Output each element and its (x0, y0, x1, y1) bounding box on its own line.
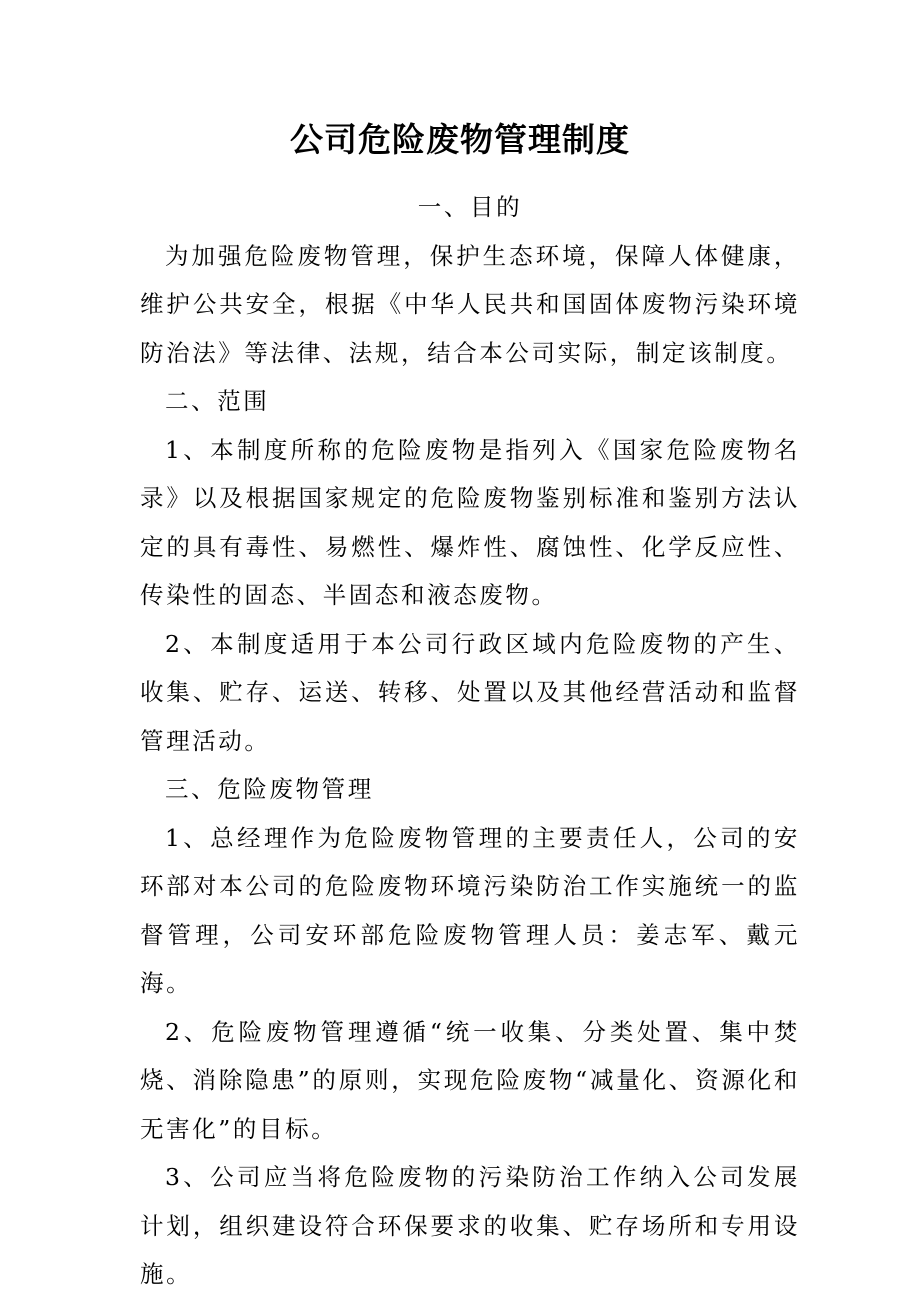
section-heading-purpose: 一、目的 (417, 193, 523, 221)
paragraph-management-1: 1、总经理作为危险废物管理的主要责任人，公司的安环部对本公司的危险废物环境污染防治工作实施统一的监督管理，公司安环部危险废物管理人员：姜志军、戴元海。 (140, 823, 800, 997)
section-heading-scope: 二、范围 (165, 387, 270, 415)
paragraph-purpose: 为加强危险废物管理，保护生态环境，保障人体健康，维护公共安全，根据《中华人民共和国固体废物污染环境防治法》等法律、法规，结合本公司实际，制定该制度。 (140, 241, 800, 367)
paragraph-scope-1: 1、本制度所称的危险废物是指列入《国家危险废物名录》以及根据国家规定的危险废物鉴别标准和鉴别方法认定的具有毒性、易燃性、爆炸性、腐蚀性、化学反应性、传染性的固态、半固态和液态废物。 (140, 435, 800, 609)
paragraph-scope-2: 2、本制度适用于本公司行政区域内危险废物的产生、收集、贮存、运送、转移、处置以及其他经营活动和监督管理活动。 (140, 629, 800, 755)
paragraph-management-2: 2、危险废物管理遵循“统一收集、分类处置、集中焚烧、消除隐患”的原则，实现危险废物“减量化、资源化和无害化”的目标。 (140, 1017, 800, 1143)
section-heading-management: 三、危险废物管理 (165, 775, 374, 803)
document-body (140, 183, 800, 1299)
paragraph-management-3: 3、公司应当将危险废物的污染防治工作纳入公司发展计划，组织建设符合环保要求的收集、贮存场所和专用设施。 (140, 1163, 800, 1288)
document-title: 公司危险废物管理制度 (290, 120, 630, 159)
